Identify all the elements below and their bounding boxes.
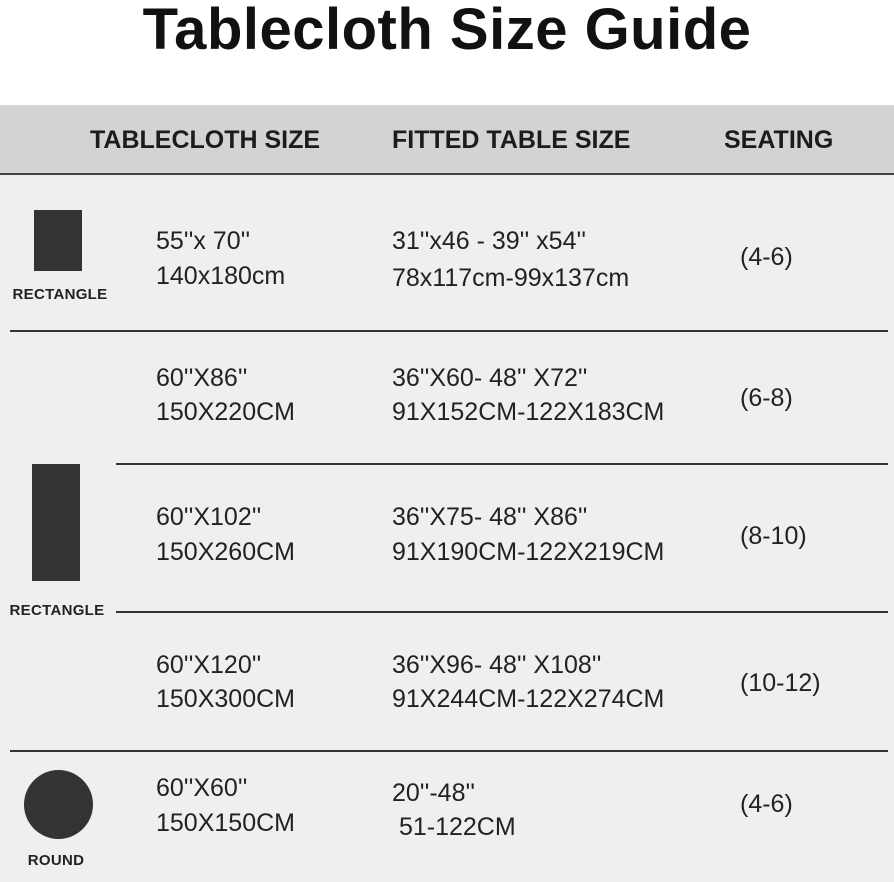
row-divider [116,611,888,613]
tablecloth-size-cm: 150X300CM [156,685,295,713]
circle-icon [24,770,93,839]
fitted-size-cm: 91X152CM-122X183CM [392,398,665,426]
header-seating: SEATING [724,126,834,154]
fitted-size-inches: 20''-48'' [392,779,476,807]
tablecloth-size-cm: 140x180cm [156,262,286,290]
tablecloth-size-cm: 150X260CM [156,538,295,566]
seating-value: (10-12) [740,669,821,697]
seating-value: (4-6) [740,790,793,818]
page-title: Tablecloth Size Guide [142,0,752,62]
fitted-size-inches: 36''X75- 48'' X86'' [392,503,588,531]
long-rectangle-icon [32,464,80,581]
shape-label-round: ROUND [27,852,85,869]
size-table [0,105,894,882]
fitted-size-cm: 51-122CM [392,813,516,841]
seating-value: (4-6) [740,243,793,271]
tablecloth-size-inches: 60''X86'' [156,364,248,392]
header-fitted-table-size: FITTED TABLE SIZE [392,126,631,154]
fitted-size-inches: 36''X60- 48'' X72'' [392,364,588,392]
fitted-size-cm: 91X244CM-122X274CM [392,685,665,713]
shape-label-rectangle: RECTANGLE [9,602,105,619]
rectangle-icon [34,210,82,271]
row-divider [10,330,888,332]
seating-value: (8-10) [740,522,807,550]
shape-label-rectangle: RECTANGLE [12,286,108,303]
tablecloth-size-inches: 55''x 70'' [156,227,251,255]
header-tablecloth-size: TABLECLOTH SIZE [90,126,321,154]
fitted-size-inches: 36''X96- 48'' X108'' [392,651,602,679]
row-divider [116,463,888,465]
seating-value: (6-8) [740,384,793,412]
fitted-size-cm: 91X190CM-122X219CM [392,538,665,566]
tablecloth-size-cm: 150X150CM [156,809,295,837]
tablecloth-size-inches: 60''X60'' [156,774,248,802]
tablecloth-size-inches: 60''X102'' [156,503,262,531]
row-divider [10,750,888,752]
tablecloth-size-inches: 60''X120'' [156,651,262,679]
fitted-size-cm: 78x117cm-99x137cm [392,264,630,292]
fitted-size-inches: 31''x46 - 39'' x54'' [392,227,587,255]
tablecloth-size-cm: 150X220CM [156,398,295,426]
